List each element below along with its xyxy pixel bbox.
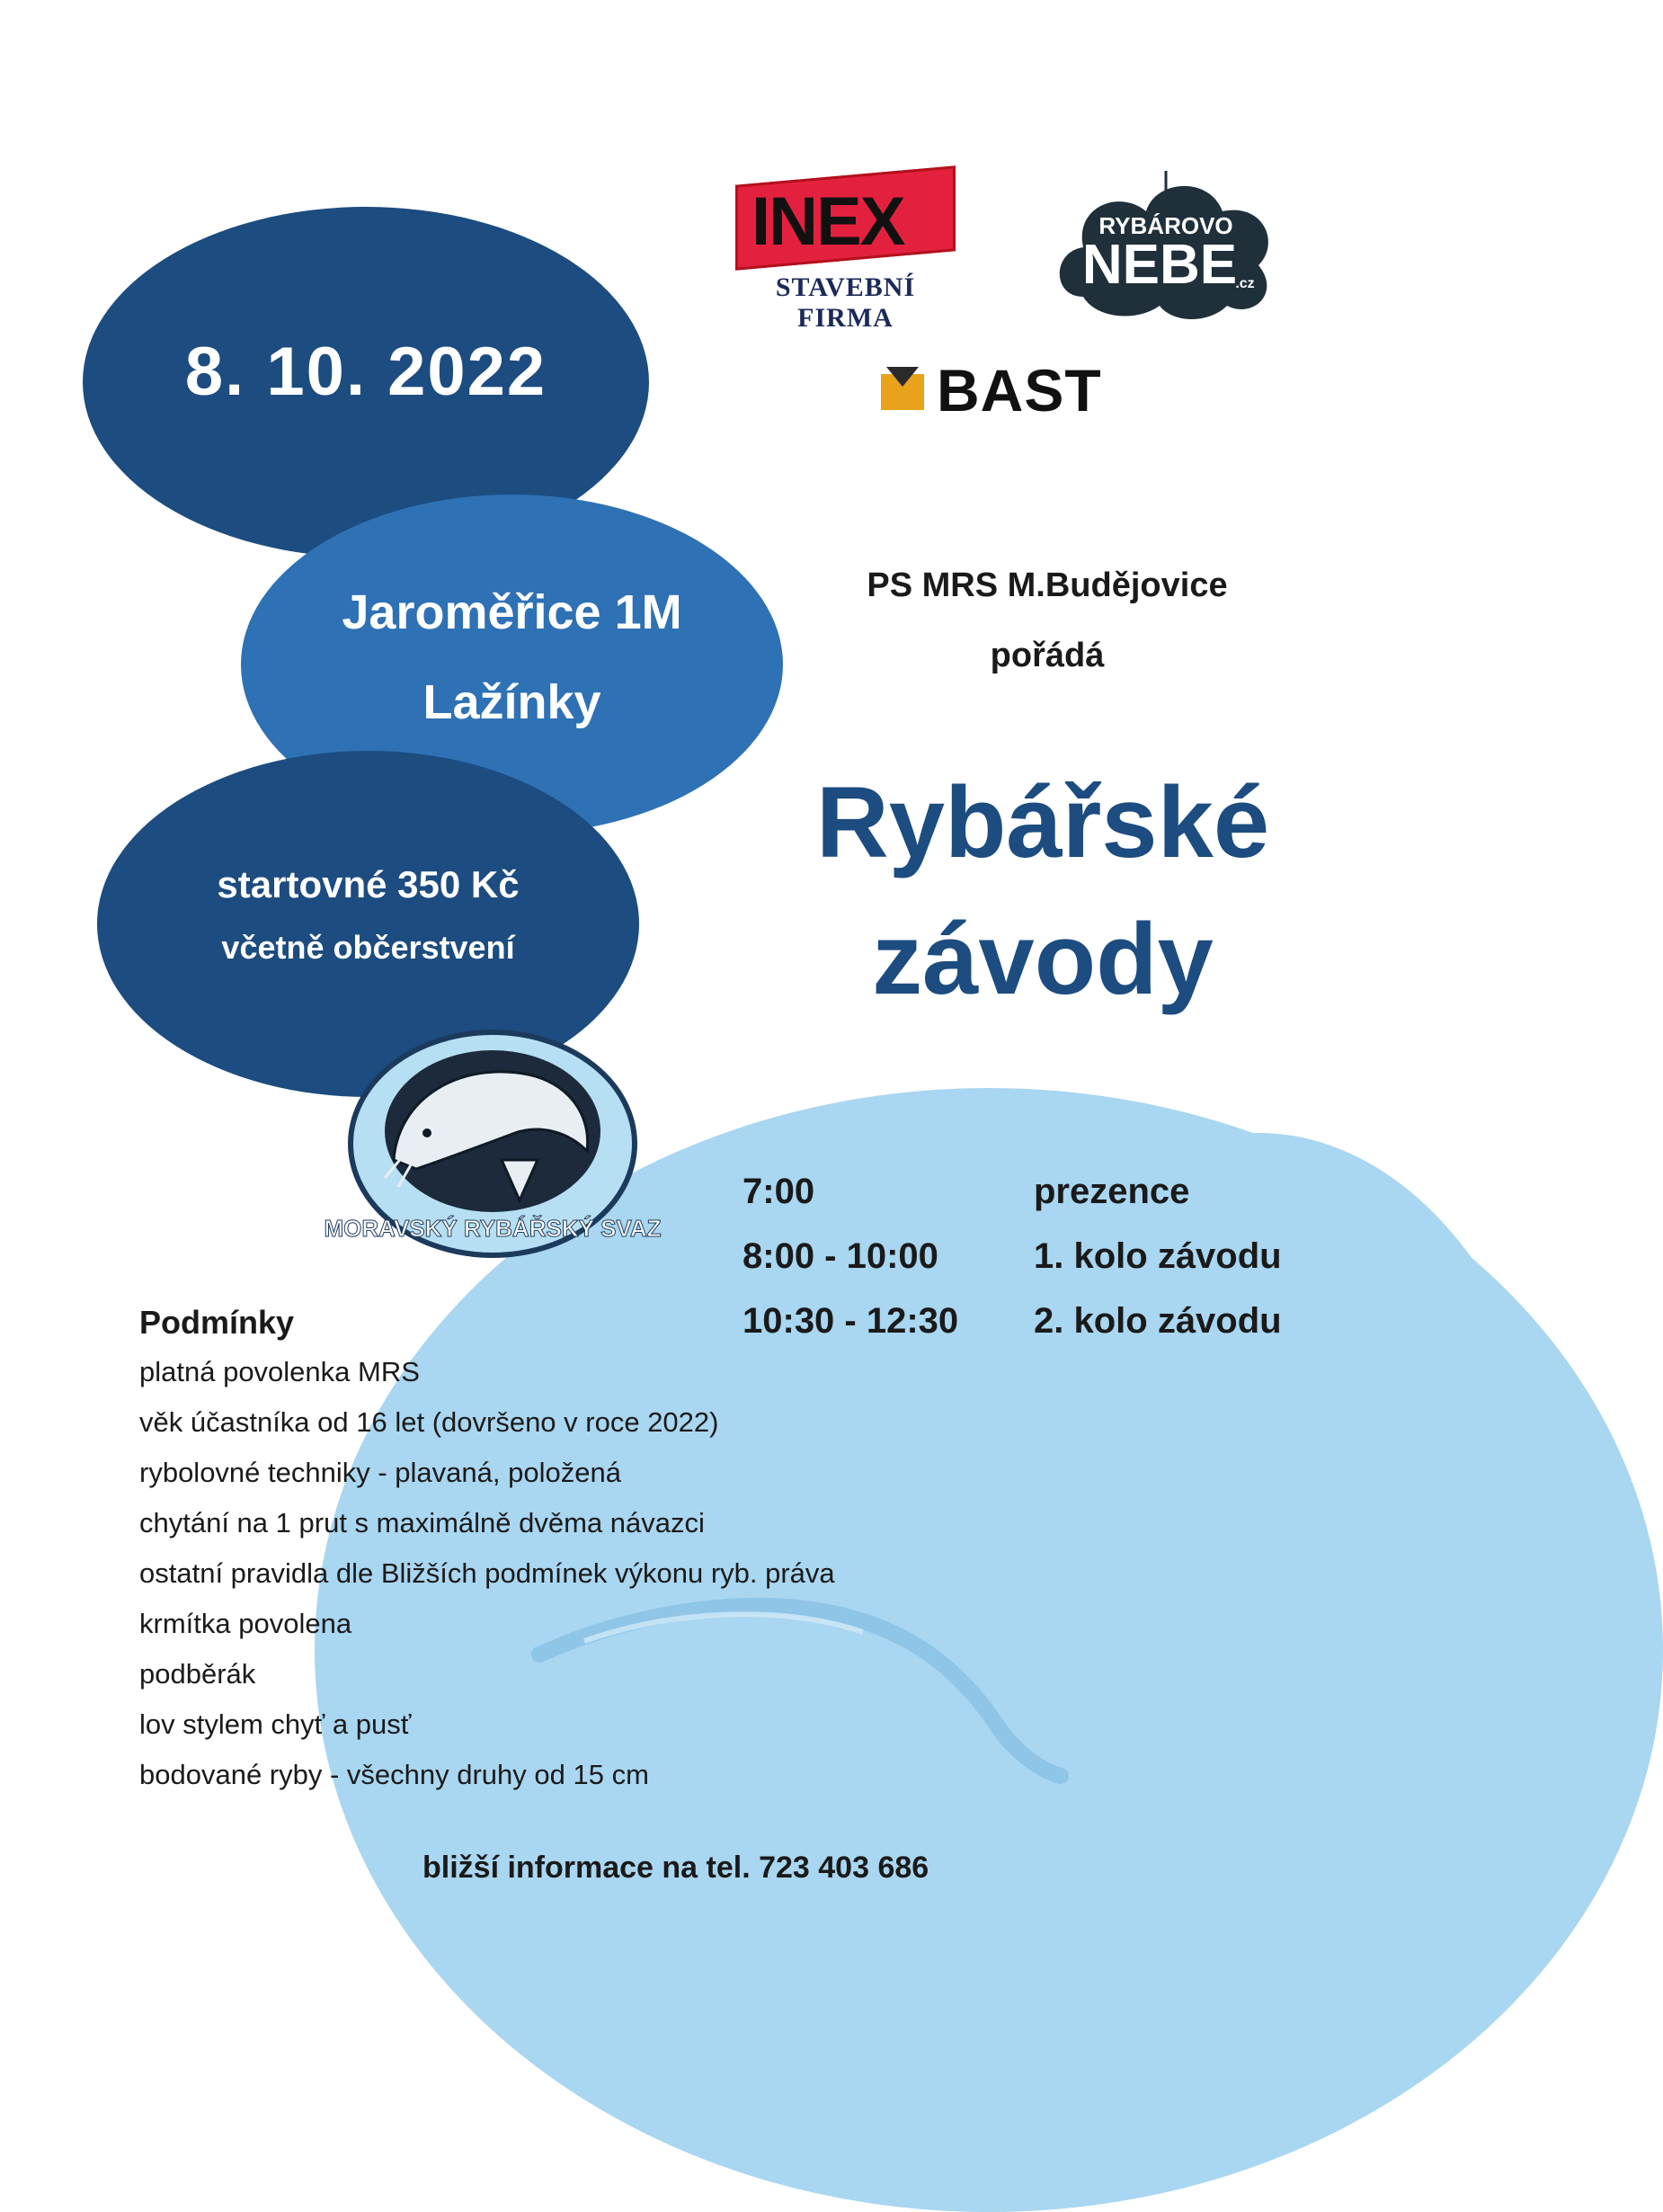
event-date: 8. 10. 2022: [184, 334, 547, 410]
inex-logo: [735, 175, 956, 333]
fee-line-2: včetně občerstvení: [221, 929, 515, 966]
organizer-name: PS MRS M.Budějovice: [867, 566, 1228, 604]
organizer-verb: pořádá: [990, 637, 1105, 674]
bast-word: BAST: [937, 357, 1102, 424]
venue-line-1: Jaroměřice 1M: [342, 585, 682, 639]
condition-item: krmítka povolena: [139, 1608, 352, 1639]
condition-item: lov stylem chyť a pusť: [139, 1708, 412, 1740]
condition-item: rybolovné techniky - plavaná, položená: [139, 1457, 621, 1488]
mrs-emblem-logo: [324, 1025, 662, 1263]
title-line-2: závody: [872, 903, 1214, 1015]
venue-line-2: Lažínky: [422, 675, 601, 729]
inex-word: INEX: [751, 183, 904, 260]
condition-item: platná povolenka MRS: [139, 1356, 420, 1387]
condition-item: chytání na 1 prut s maximálně dvěma návazci: [139, 1507, 705, 1539]
fee-line-1: startovné 350 Kč: [217, 863, 520, 905]
fish-watermark: [530, 1556, 1070, 1789]
rybarovo-nebe-logo: [1047, 162, 1285, 328]
bast-mark-icon: [881, 367, 924, 410]
inex-sub-2: FIRMA: [797, 303, 894, 333]
conditions-heading: Podmínky: [139, 1304, 295, 1341]
nebe-main-text: NEBE: [1081, 234, 1238, 296]
emblem-text: MORAVSKÝ RYBÁŘSKÝ SVAZ: [324, 1215, 662, 1242]
title-line-1: Rybářské: [815, 766, 1270, 879]
condition-item: podběrák: [139, 1658, 256, 1690]
bast-logo: [881, 357, 1169, 424]
schedule-event: 1. kolo závodu: [1034, 1236, 1282, 1276]
condition-item: ostatní pravidla dle Bližších podmínek výkonu ryb. práva: [139, 1557, 835, 1589]
schedule-event: prezence: [1034, 1172, 1190, 1211]
schedule-event: 2. kolo závodu: [1034, 1301, 1282, 1341]
condition-item: bodované ryby - všechny druhy od 15 cm: [139, 1759, 649, 1790]
inex-sub-1: STAVEBNÍ: [775, 272, 916, 302]
schedule-time: 10:30 - 12:30: [743, 1301, 959, 1341]
contact-info: bližší informace na tel. 723 403 686: [422, 1851, 929, 1885]
schedule-time: 7:00: [743, 1172, 815, 1211]
nebe-suffix-text: .cz: [1235, 276, 1255, 291]
schedule-time: 8:00 - 10:00: [743, 1236, 938, 1276]
condition-item: věk účastníka od 16 let (dovršeno v roce 2022): [139, 1406, 719, 1438]
nebe-top-text: RYBÁROVO: [1098, 212, 1233, 239]
